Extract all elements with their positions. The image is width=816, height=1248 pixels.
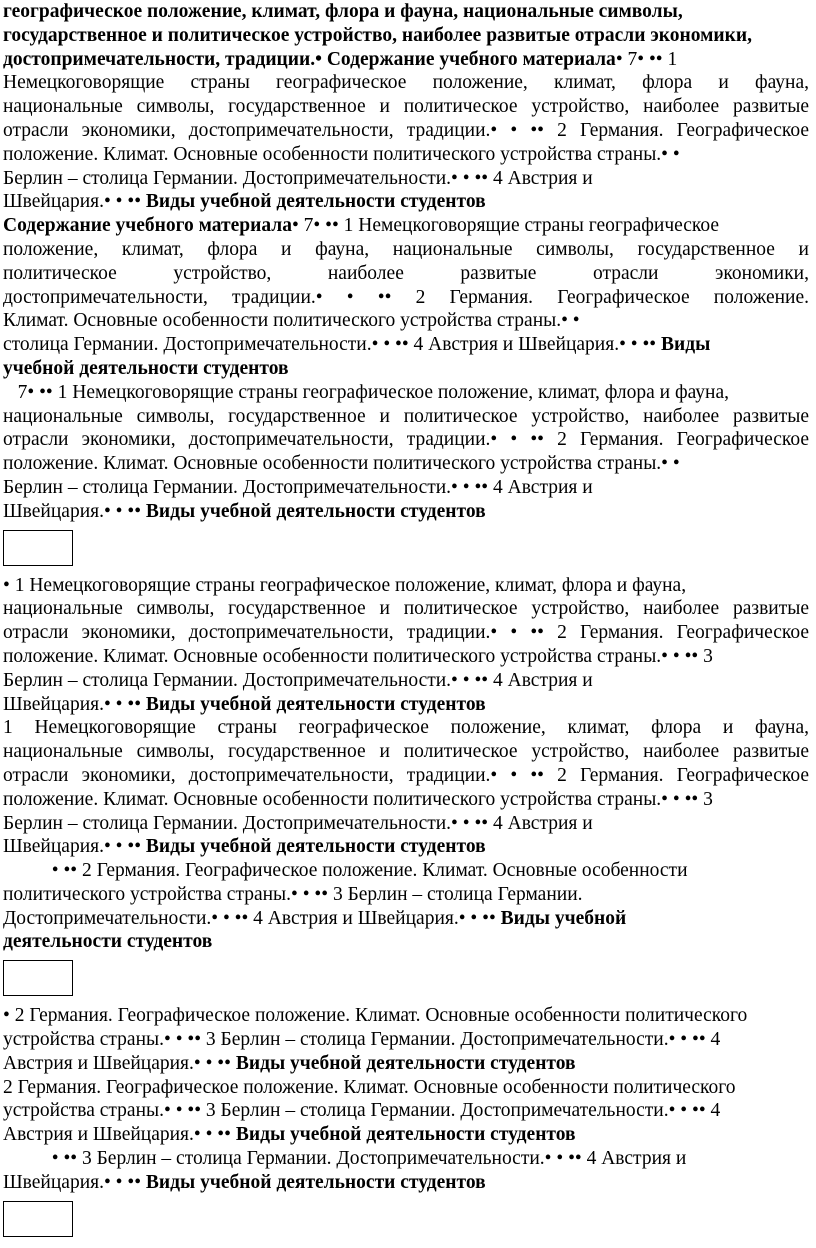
text-line bbox=[3, 119, 809, 143]
line-text: • 2 Германия. Географическое положение. Климат. Основные особенности политического bbox=[3, 1005, 748, 1027]
text-line bbox=[3, 1076, 809, 1100]
line-text: положение. Климат. Основные особенности политического устройства страны.• • •• 3 bbox=[3, 788, 713, 810]
line-text-part: Виды учебной деятельности студентов bbox=[145, 500, 486, 522]
line-text-part: Швейцария.• • •• bbox=[3, 191, 146, 213]
text-line bbox=[3, 812, 809, 836]
text-line bbox=[3, 907, 809, 931]
line-text-part: Швейцария.• • •• bbox=[3, 500, 146, 522]
line-text-part: Швейцария.• • •• bbox=[3, 693, 146, 715]
line-text: отрасли экономики, достопримечательности, традиции.• • •• 2 Германия. Географическое bbox=[3, 119, 809, 141]
text-line bbox=[3, 238, 809, 262]
line-text-part: Австрия и Швейцария.• • •• bbox=[3, 1124, 236, 1146]
line-text-part: Виды учебной деятельности студентов bbox=[145, 191, 486, 213]
text-line bbox=[3, 1147, 809, 1171]
line-text-part: достопримечательности, традиции.• Содержание учебного материала bbox=[3, 48, 616, 70]
text-line bbox=[3, 788, 809, 812]
text-line bbox=[3, 0, 809, 24]
line-text: положение, климат, флора и фауна, национальные символы, государственное и bbox=[3, 238, 809, 260]
line-text-part: Швейцария.• • •• bbox=[3, 1171, 146, 1193]
line-text: Климат. Основные особенности политического устройства страны.• • bbox=[3, 310, 580, 332]
line-text-part: Виды учебной bbox=[500, 907, 627, 929]
text-line bbox=[3, 167, 809, 191]
empty-text-box bbox=[3, 530, 73, 566]
line-text: положение. Климат. Основные особенности политического устройства страны.• • •• 3 bbox=[3, 645, 713, 667]
text-line bbox=[3, 24, 809, 48]
text-line bbox=[3, 859, 809, 883]
text-line bbox=[3, 1123, 809, 1147]
text-line bbox=[3, 1052, 809, 1076]
empty-text-box bbox=[3, 960, 73, 996]
text-line bbox=[3, 500, 809, 524]
document-page bbox=[3, 0, 809, 1237]
line-text-part: столица Германии. Достопримечательности.• • •• 4 Австрия и Швейцария.• • •• bbox=[3, 334, 662, 356]
text-line bbox=[3, 381, 809, 405]
line-text-part: Виды учебной деятельности студентов bbox=[235, 1052, 576, 1074]
line-text-part: Виды bbox=[661, 334, 711, 356]
text-line bbox=[3, 214, 809, 238]
text-line bbox=[3, 1028, 809, 1052]
text-line bbox=[3, 883, 809, 907]
line-text: национальные символы, государственное и политическое устройство, наиболее развитые bbox=[3, 741, 809, 763]
line-text: 7• •• 1 Немецкоговорящие страны географическое положение, климат, флора и фауна, bbox=[3, 381, 729, 403]
line-text-part: Австрия и Швейцария.• • •• bbox=[3, 1052, 236, 1074]
text-line bbox=[3, 1171, 809, 1195]
line-text: Берлин – столица Германии. Достопримечательности.• • •• 4 Австрия и bbox=[3, 167, 593, 189]
text-line bbox=[3, 693, 809, 717]
text-line bbox=[3, 621, 809, 645]
text-line bbox=[3, 716, 809, 740]
line-text: национальные символы, государственное и политическое устройство, наиболее развитые bbox=[3, 96, 809, 118]
line-text: деятельности студентов bbox=[3, 931, 213, 953]
line-text: государственное и политическое устройство, наиболее развитые отрасли экономики, bbox=[3, 24, 752, 46]
text-line bbox=[3, 262, 809, 286]
text-line bbox=[3, 405, 809, 429]
line-text-part: Виды учебной деятельности студентов bbox=[145, 693, 486, 715]
line-text: 2 Германия. Географическое положение. Климат. Основные особенности политического bbox=[3, 1076, 736, 1098]
line-text: Берлин – столица Германии. Достопримечательности.• • •• 4 Австрия и bbox=[3, 476, 593, 498]
text-line bbox=[3, 764, 809, 788]
line-text-part: Виды учебной деятельности студентов bbox=[145, 1171, 486, 1193]
line-text: отрасли экономики, достопримечательности, традиции.• • •• 2 Германия. Географическое bbox=[3, 429, 809, 451]
text-line bbox=[3, 143, 809, 167]
line-text: устройства страны.• • •• 3 Берлин – столица Германии. Достопримечательности.• • •• 4 bbox=[3, 1100, 721, 1122]
line-text-part: • 7• •• 1 bbox=[615, 48, 678, 70]
text-line bbox=[3, 930, 809, 954]
text-line bbox=[3, 1099, 809, 1123]
text-line bbox=[3, 309, 809, 333]
text-line bbox=[3, 597, 809, 621]
line-text: • •• 2 Германия. Географическое положение. Климат. Основные особенности bbox=[3, 860, 688, 882]
text-line bbox=[3, 645, 809, 669]
text-line bbox=[3, 1004, 809, 1028]
line-text: положение. Климат. Основные особенности политического устройства страны.• • bbox=[3, 453, 680, 475]
text-line bbox=[3, 190, 809, 214]
line-text-part: Виды учебной деятельности студентов bbox=[235, 1124, 576, 1146]
line-text: устройства страны.• • •• 3 Берлин – столица Германии. Достопримечательности.• • •• 4 bbox=[3, 1029, 721, 1051]
line-text-part: Швейцария.• • •• bbox=[3, 836, 146, 858]
line-text: положение. Климат. Основные особенности политического устройства страны.• • bbox=[3, 143, 680, 165]
line-text: Немецкоговорящие страны географическое положение, климат, флора и фауна, bbox=[3, 72, 809, 94]
line-text: • •• 3 Берлин – столица Германии. Достопримечательности.• • •• 4 Австрия и bbox=[3, 1148, 687, 1170]
text-line bbox=[3, 476, 809, 500]
text-line bbox=[3, 574, 809, 598]
line-text: отрасли экономики, достопримечательности, традиции.• • •• 2 Германия. Географическое bbox=[3, 622, 809, 644]
text-line bbox=[3, 740, 809, 764]
line-text: Берлин – столица Германии. Достопримечательности.• • •• 4 Австрия и bbox=[3, 669, 593, 691]
text-line bbox=[3, 95, 809, 119]
text-line bbox=[3, 669, 809, 693]
line-text: 1 Немецкоговорящие страны географическое положение, климат, флора и фауна, bbox=[3, 717, 809, 739]
line-text: достопримечательности, традиции.• • •• 2 Германия. Географическое положение. bbox=[3, 286, 809, 308]
line-text: учебной деятельности студентов bbox=[3, 357, 289, 379]
line-text-part: Виды учебной деятельности студентов bbox=[145, 836, 486, 858]
line-text-part: Достопримечательности.• • •• 4 Австрия и Швейцария.• • •• bbox=[3, 907, 501, 929]
line-text: политическое устройство, наиболее развитые отрасли экономики, bbox=[3, 262, 809, 284]
line-text: национальные символы, государственное и политическое устройство, наиболее развитые bbox=[3, 405, 809, 427]
line-text-part: • 7• •• 1 Немецкоговорящие страны географическое bbox=[291, 215, 720, 237]
line-text: географическое положение, климат, флора и фауна, национальные символы, bbox=[3, 1, 683, 22]
text-line bbox=[3, 71, 809, 95]
text-line bbox=[3, 835, 809, 859]
text-line bbox=[3, 357, 809, 381]
text-line bbox=[3, 286, 809, 310]
line-text: политического устройства страны.• • •• 3 Берлин – столица Германии. bbox=[3, 883, 583, 905]
text-line bbox=[3, 428, 809, 452]
empty-text-box bbox=[3, 1201, 73, 1237]
line-text: Берлин – столица Германии. Достопримечательности.• • •• 4 Австрия и bbox=[3, 812, 593, 834]
text-line bbox=[3, 452, 809, 476]
text-line bbox=[3, 333, 809, 357]
text-line bbox=[3, 48, 809, 72]
line-text: • 1 Немецкоговорящие страны географическое положение, климат, флора и фауна, bbox=[3, 574, 687, 596]
line-text: национальные символы, государственное и политическое устройство, наиболее развитые bbox=[3, 598, 809, 620]
line-text: отрасли экономики, достопримечательности, традиции.• • •• 2 Германия. Географическое bbox=[3, 764, 809, 786]
line-text-part: Содержание учебного материала bbox=[3, 215, 292, 237]
